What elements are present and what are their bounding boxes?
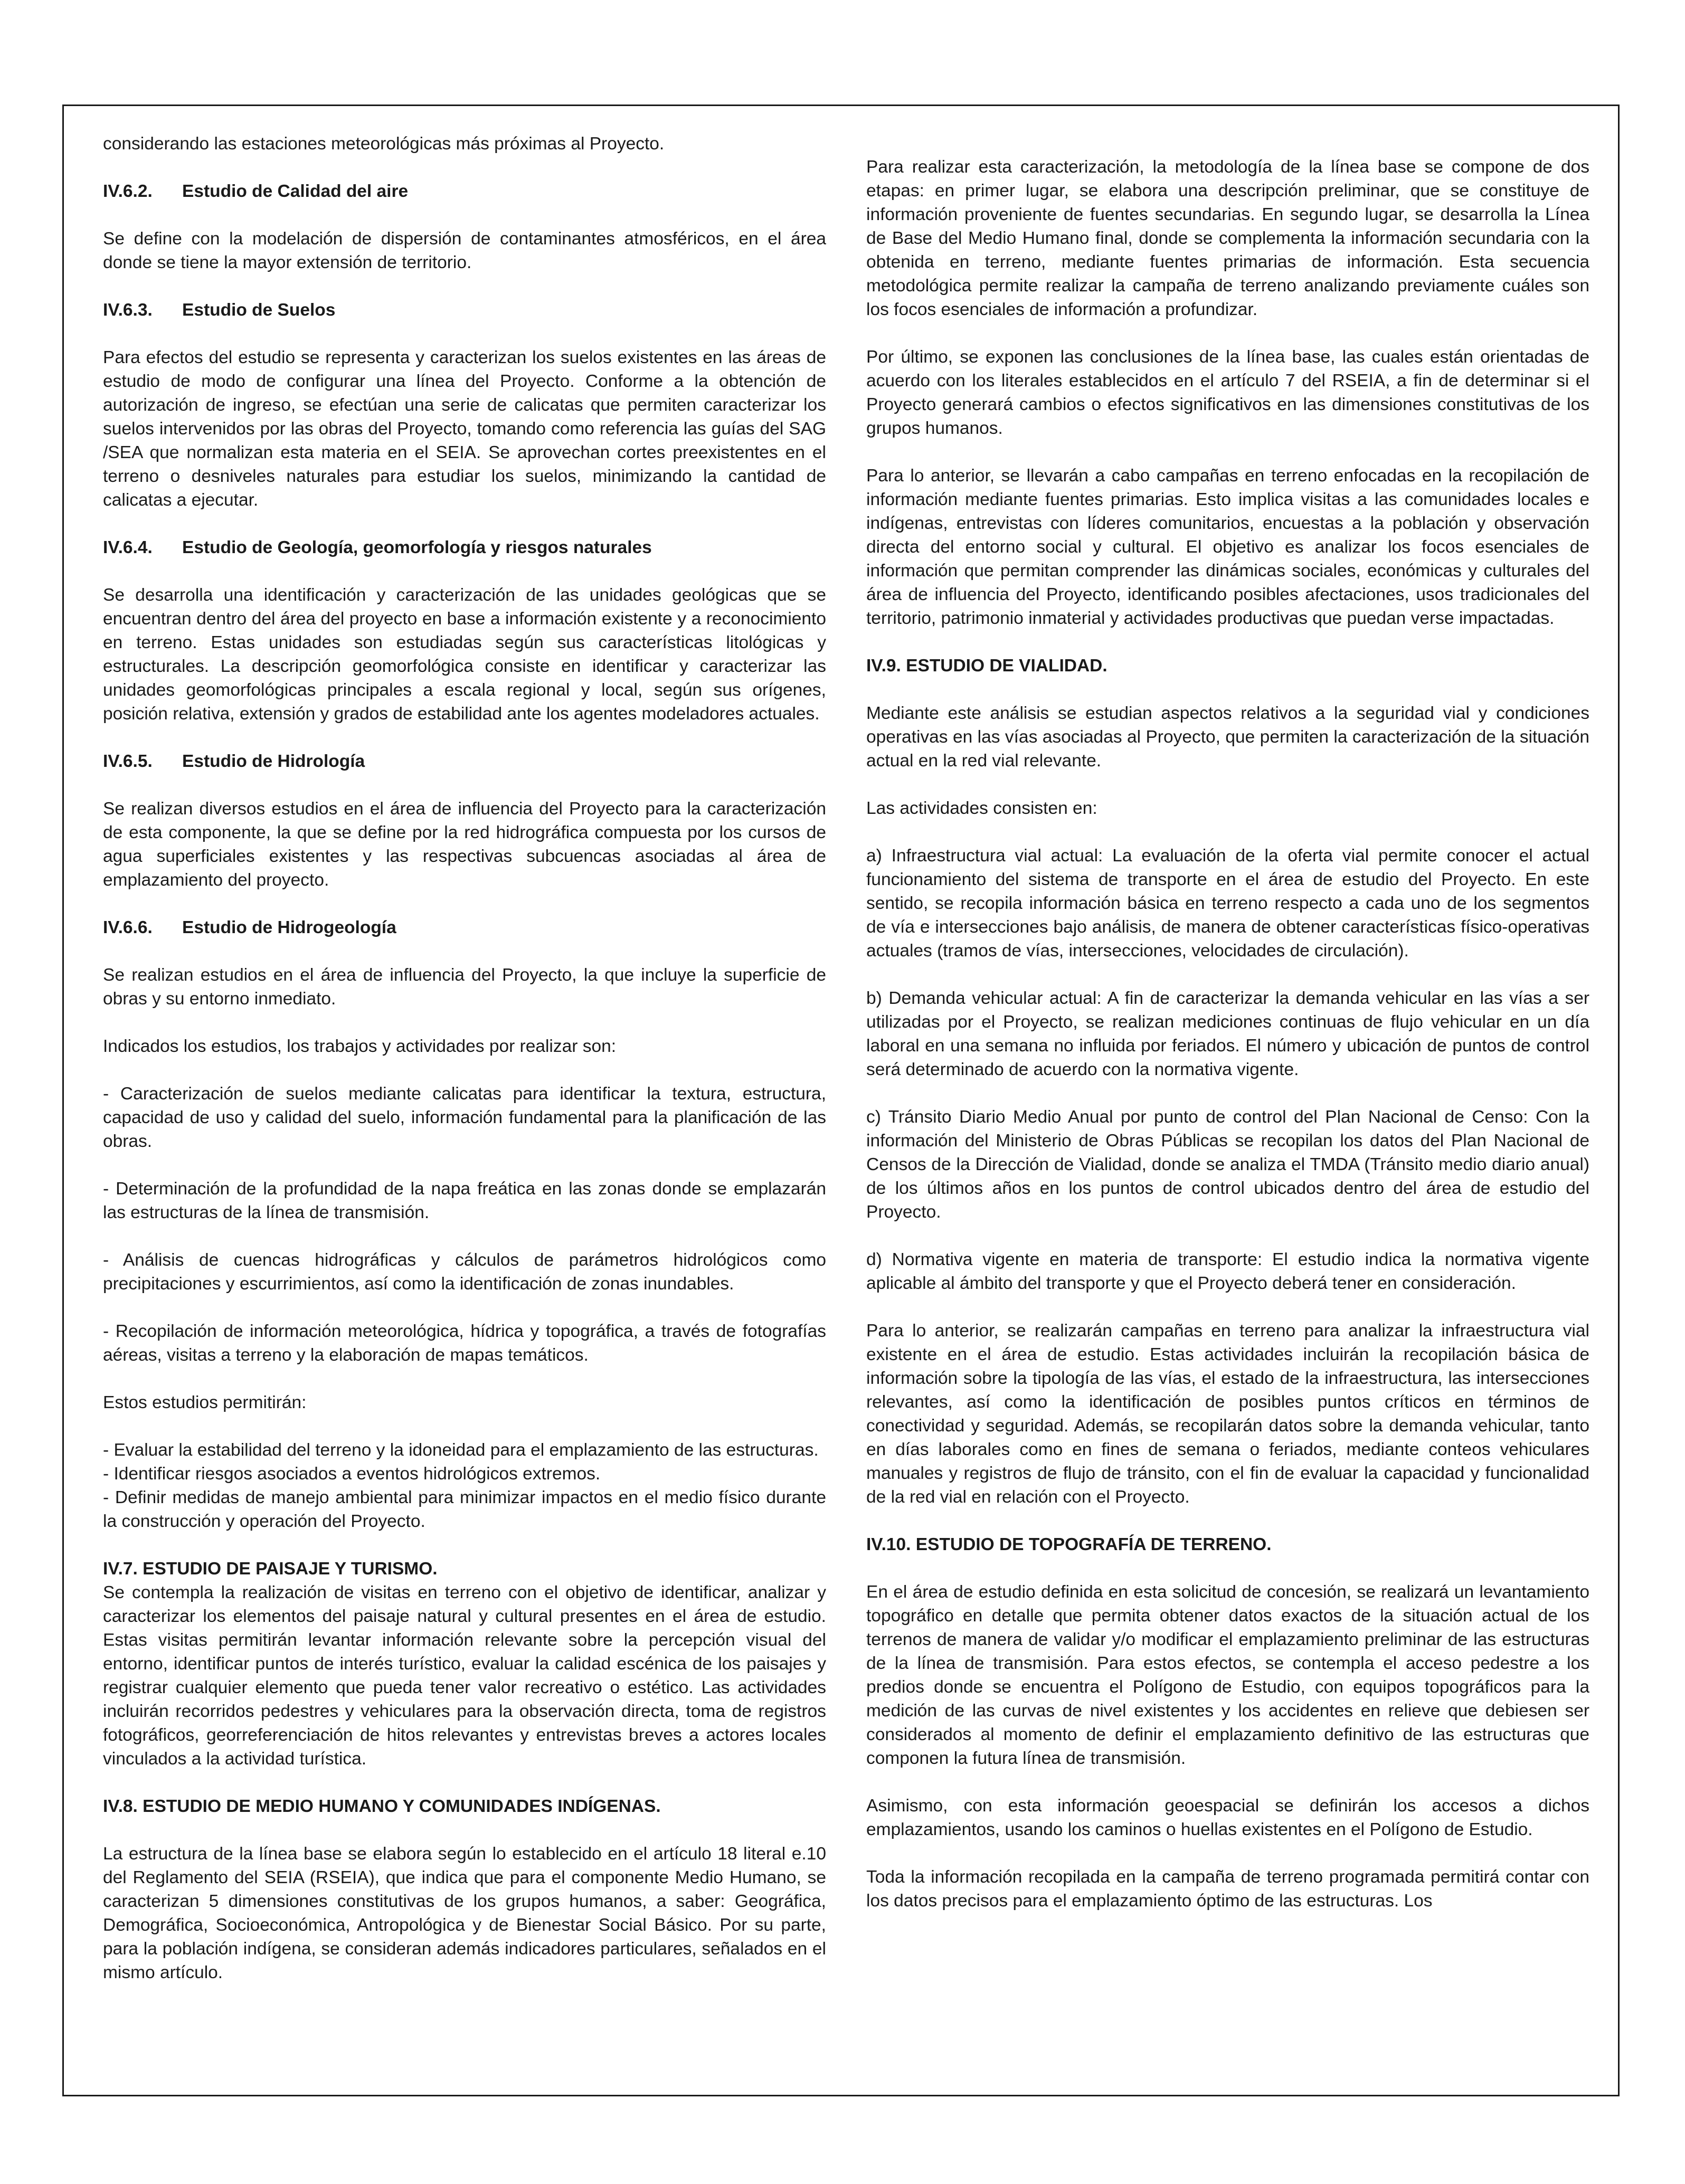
right-column <box>866 132 1589 1913</box>
section-heading-geologia <box>103 536 826 559</box>
list-item: d) Normativa vigente en materia de transporte: El estudio indica la normativa vigente aplicable al ámbito del transporte y que el Proyecto deberá tener en consideración. <box>866 1250 1589 1293</box>
paragraph-calidad-aire: Se define con la modelación de dispersión de contaminantes atmosféricos, en el área donde se tiene la mayor extensión de territorio. <box>103 229 826 272</box>
list-item: - Identificar riesgos asociados a eventos hidrológicos extremos. <box>103 1464 601 1484</box>
paragraph-campanas: Para lo anterior, se llevarán a cabo campañas en terreno enfocadas en la recopilación de información mediante fuentes primarias. Esto implica visitas a las comunidades locales e indígenas, entrevistas con líderes comunitarios, encuestas a la población y observación directa del entorno social y cultural. El objetivo es analizar los focos esenciales de información que permitan comprender las dinámicas sociales, económicas y culturales del área de influencia del Proyecto, identificando posibles afectaciones, usos tradicionales del territorio, patrimonio inmaterial y actividades productivas que puedan verse impactadas. <box>866 466 1589 628</box>
section-heading-suelos <box>103 298 826 322</box>
paragraph-hidrogeologia: Se realizan estudios en el área de influencia del Proyecto, la que incluye la superficie de obras y su entorno inmediato. <box>103 965 826 1009</box>
section-number: IV.6.3. <box>103 300 153 320</box>
section-title: Estudio de Calidad del aire <box>182 182 409 201</box>
paragraph-indicados: Indicados los estudios, los trabajos y actividades por realizar son: <box>103 1037 617 1056</box>
list-item: - Análisis de cuencas hidrográficas y cálculos de parámetros hidrológicos como precipitaciones y escurrimientos, así como la identificación de zonas inundables. <box>103 1250 826 1294</box>
paragraph-paisaje: Se contempla la realización de visitas en terreno con el objetivo de identificar, analizar y caracterizar los elementos del paisaje natural y cultural presentes en el área de estudio. Estas visitas permitirán levantar información relevante sobre la percepción visual del entorno, identificar puntos de interés turístico, evaluar la calidad escénica de los paisajes y registrar cualquier elemento que pueda tener valor recreativo o estético. Las actividades incluirán recorridos pedestres y vehiculares para la observación directa, toma de registros fotográficos, georreferenciación de hitos relevantes y entrevistas breves a actores locales vinculados a la actividad turística. <box>103 1583 826 1769</box>
section-number: IV.6.2. <box>103 182 153 201</box>
list-item: b) Demanda vehicular actual: A fin de caracterizar la demanda vehicular en las vías a ser utilizadas por el Proyecto, se realizan mediciones continuas de flujo vehicular en un día laboral en una semana no influida por feriados. El número y ubicación de puntos de control será determinado de acuerdo con la normativa vigente. <box>866 989 1589 1079</box>
list-item: a) Infraestructura vial actual: La evaluación de la oferta vial permite conocer el actual funcionamiento del sistema de transporte en el área de estudio del Proyecto. En este sentido, se recopila información básica en terreno respecto a cada uno de los segmentos de vía e intersecciones bajo análisis, de manera de obtener características físico-operativas actuales (tramos de vías, intersecciones, velocidades de circulación). <box>866 846 1589 961</box>
section-number: IV.6.4. <box>103 538 153 557</box>
paragraph-informacion: Toda la información recopilada en la campaña de terreno programada permitirá contar con los datos precisos para el emplazamiento óptimo de las estructuras. Los <box>866 1867 1589 1911</box>
section-heading-hidrologia <box>103 749 826 773</box>
paragraph-geologia: Se desarrolla una identificación y caracterización de las unidades geológicas que se encuentran dentro del área del proyecto en base a información existente y a reconocimiento en terreno. Estas unidades son estudiadas según sus características litológicas y estructurales. La descripción geomorfológica consiste en identificar y caracterizar las unidades geomorfológicas principales a escala regional y local, según sus orígenes, posición relativa, extensión y grados de estabilidad ante los agentes modeladores actuales. <box>103 585 826 724</box>
list-item: - Caracterización de suelos mediante calicatas para identificar la textura, estructura, capacidad de uso y calidad del suelo, información fundamental para la planificación de las obras. <box>103 1084 826 1151</box>
section-title: Estudio de Hidrogeología <box>182 918 396 937</box>
section-heading-vialidad: IV.9. ESTUDIO DE VIALIDAD. <box>866 656 1107 676</box>
section-number: IV.6.5. <box>103 752 153 771</box>
paragraph-suelos: Para efectos del estudio se representa y caracterizan los suelos existentes en las áreas de estudio de modo de configurar una línea del Proyecto. Conforme a la obtención de autorización de ingreso, se efectúan una serie de calicatas que permiten caracterizar los suelos intervenidos por las obras del Proyecto, tomando como referencia las guías del SAG /SEA que normalizan esta materia en el SEIA. Se aprovechan cortes preexistentes en el terreno o desniveles naturales para estudiar los suelos, minimizando la cantidad de calicatas a ejecutar. <box>103 348 826 510</box>
section-heading-hidrogeologia <box>103 916 826 939</box>
list-item: - Evaluar la estabilidad del terreno y la idoneidad para el emplazamiento de las estructuras. <box>103 1440 819 1460</box>
paragraph-vial-campanas: Para lo anterior, se realizarán campañas en terreno para analizar la infraestructura vial existente en el área de estudio. Estas actividades incluirán la recopilación básica de información sobre la tipología de las vías, el estado de la infraestructura, las intersecciones relevantes, así como la identificación de posibles puntos críticos en términos de conectividad y seguridad. Además, se recopilarán datos sobre la demanda vehicular, tanto en días laborales como en fines de semana o feriados, mediante conteos vehiculares manuales y registros de flujo de tránsito, con el fin de evaluar la capacidad y funcionalidad de la red vial en relación con el Proyecto. <box>866 1321 1589 1507</box>
list-item: - Recopilación de información meteorológica, hídrica y topográfica, a través de fotografías aéreas, visitas a terreno y la elaboración de mapas temáticos. <box>103 1322 826 1365</box>
paragraph-permitiran: Estos estudios permitirán: <box>103 1393 307 1412</box>
left-column <box>103 132 826 1984</box>
section-heading-medio-humano: IV.8. ESTUDIO DE MEDIO HUMANO Y COMUNIDADES INDÍGENAS. <box>103 1797 661 1816</box>
section-title: Estudio de Suelos <box>182 300 336 320</box>
section-heading-calidad-aire <box>103 179 826 203</box>
section-heading-paisaje: IV.7. ESTUDIO DE PAISAJE Y TURISMO. <box>103 1559 438 1579</box>
section-number: IV.6.6. <box>103 918 153 937</box>
paragraph-actividades: Las actividades consisten en: <box>866 799 1097 818</box>
paragraph-accesos: Asimismo, con esta información geoespacial se definirán los accesos a dichos emplazamientos, usando los caminos o huellas existentes en el Polígono de Estudio. <box>866 1796 1589 1839</box>
paragraph-topografia: En el área de estudio definida en esta solicitud de concesión, se realizará un levantamiento topográfico en detalle que permita obtener datos exactos de la situación actual de los terrenos de manera de validar y/o modificar el emplazamiento preliminar de las estructuras de la línea de transmisión. Para estos efectos, se contempla el acceso pedestre a los predios donde se encuentra el Polígono de Estudio, con equipos topográficos para la medición de las curvas de nivel existentes y los accidentes en relieve que debiesen ser considerados al momento de definir el emplazamiento definitivo de las estructuras que componen la futura línea de transmisión. <box>866 1582 1589 1768</box>
section-title: Estudio de Geología, geomorfología y riesgos naturales <box>182 538 652 557</box>
list-item: - Determinación de la profundidad de la napa freática en las zonas donde se emplazarán las estructuras de la línea de transmisión. <box>103 1179 826 1222</box>
paragraph-medio-humano: La estructura de la línea base se elabora según lo establecido en el artículo 18 literal e.10 del Reglamento del SEIA (RSEIA), que indica que para el componente Medio Humano, se caracterizan 5 dimensiones constitutivas de los grupos humanos, a saber: Geográfica, Demográfica, Socioeconómica, Antropológica y de Bienestar Social Básico. Por su parte, para la población indígena, se consideran además indicadores particulares, señalados en el mismo artículo. <box>103 1844 826 1982</box>
paragraph-hidrologia: Se realizan diversos estudios en el área de influencia del Proyecto para la caracterización de esta componente, la que se define por la red hidrográfica compuesta por los cursos de agua superficiales existentes y las respectivas subcuencas asociadas al área de emplazamiento del proyecto. <box>103 799 826 890</box>
paragraph-metodologia: Para realizar esta caracterización, la metodología de la línea base se compone de dos etapas: en primer lugar, se elabora una descripción preliminar, que se constituye de información proveniente de fuentes secundarias. En segundo lugar, se desarrolla la Línea de Base del Medio Humano final, donde se complementa la información secundaria con la obtenida en terreno, mediante fuentes primarias de información. Esta secuencia metodológica permite realizar la campaña de terreno analizando previamente cuáles son los focos esenciales de información a profundizar. <box>866 157 1589 319</box>
intro-paragraph: considerando las estaciones meteorológicas más próximas al Proyecto. <box>103 134 665 154</box>
section-title: Estudio de Hidrología <box>182 752 365 771</box>
section-heading-topografia: IV.10. ESTUDIO DE TOPOGRAFÍA DE TERRENO. <box>866 1535 1272 1554</box>
paragraph-vialidad: Mediante este análisis se estudian aspectos relativos a la seguridad vial y condiciones operativas en las vías asociadas al Proyecto, que permiten la caracterización de la situación actual en la red vial relevante. <box>866 704 1589 771</box>
list-item: - Definir medidas de manejo ambiental para minimizar impactos en el medio físico durante la construcción y operación del Proyecto. <box>103 1488 826 1531</box>
list-item: c) Tránsito Diario Medio Anual por punto de control del Plan Nacional de Censo: Con la información del Ministerio de Obras Públicas se recopilan los datos del Plan Nacional de Censos de la Dirección de Vialidad, donde se analiza el TMDA (Tránsito medio diario anual) de los últimos años en los puntos de control ubicados dentro del área de estudio del Proyecto. <box>866 1107 1589 1222</box>
paragraph-conclusiones: Por último, se exponen las conclusiones de la línea base, las cuales están orientadas de acuerdo con los literales establecidos en el artículo 7 del RSEIA, a fin de determinar si el Proyecto generará cambios o efectos significativos en las dimensiones constitutivas de los grupos humanos. <box>866 347 1589 438</box>
